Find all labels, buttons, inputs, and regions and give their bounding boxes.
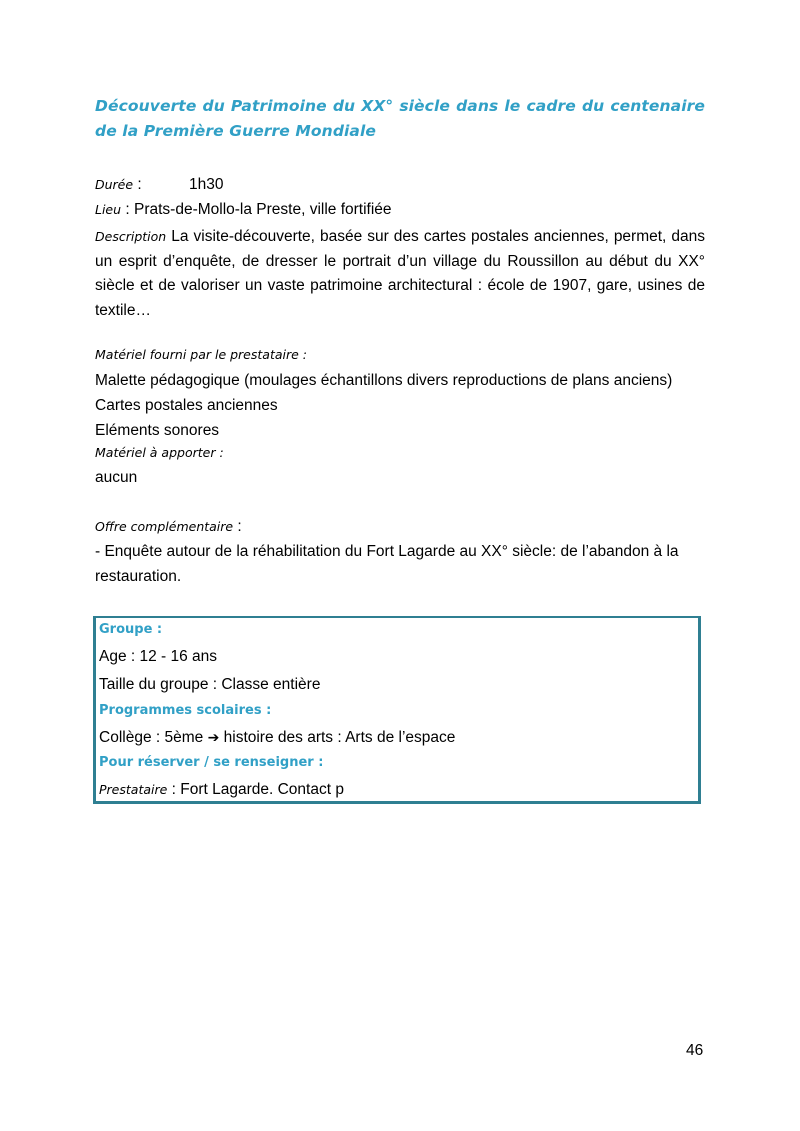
materiel-apporter-label: Matériel à apporter : <box>95 445 224 460</box>
materiel-item: Malette pédagogique (moulages échantillons divers reproductions de plans anciens) <box>95 372 673 389</box>
prestataire-line <box>99 781 344 799</box>
college-level: Collège : 5ème <box>99 729 204 746</box>
lieu-value: Prats-de-Mollo-la Preste, ville fortifiée <box>133 201 392 218</box>
description-paragraph <box>95 225 705 324</box>
lieu-line <box>95 201 705 219</box>
materiel-fourni-label: Matériel fourni par le prestataire : <box>95 347 307 362</box>
age-line: Age : 12 - 16 ans <box>99 648 218 665</box>
reserver-heading: Pour réserver / se renseigner : <box>99 755 324 770</box>
lieu-label: Lieu <box>95 202 122 217</box>
description-label: Description <box>95 229 167 244</box>
offre-line-1: - Enquête autour de la réhabilitation du Fort Lagarde au XX° siècle: de l’abandon à la <box>95 543 679 560</box>
page-title: Découverte du Patrimoine du XX° siècle dans le cadre du centenaire de la Première Guerre Mondiale <box>95 97 705 140</box>
groupe-heading: Groupe : <box>99 622 163 637</box>
page-number: 46 <box>686 1042 704 1059</box>
duree-line <box>95 176 705 194</box>
programmes-heading: Programmes scolaires : <box>99 703 272 718</box>
description-text: La visite-découverte, basée sur des cartes postales anciennes, permet, dans un esprit d’enquête, de dresser le portrait d’un village du Roussillon au début du XX° siècle et de valoriser un vaste patrimoine architectural : école de 1907, gare, usines de textile… <box>95 228 705 320</box>
materiel-item: Cartes postales anciennes <box>95 397 278 414</box>
prestataire-value: : Fort Lagarde. Contact p <box>167 781 344 798</box>
offre-label-line <box>95 518 705 536</box>
college-subject: histoire des arts : Arts de l’espace <box>223 729 456 746</box>
offre-label: Offre complémentaire <box>95 519 234 534</box>
info-box <box>93 616 701 804</box>
lieu-separator: : <box>121 201 134 218</box>
offre-separator: : <box>233 518 242 535</box>
taille-line: Taille du groupe : Classe entière <box>99 676 321 693</box>
offre-line-2: restauration. <box>95 568 182 585</box>
college-line <box>99 729 455 747</box>
duree-value: 1h30 <box>189 176 224 193</box>
duree-label: Durée <box>95 177 134 192</box>
materiel-item: Eléments sonores <box>95 422 220 439</box>
materiel-apporter-value: aucun <box>95 469 138 486</box>
arrow-right-icon: ➔ <box>207 730 220 746</box>
prestataire-label: Prestataire <box>99 782 168 797</box>
duree-separator: : <box>133 176 142 193</box>
